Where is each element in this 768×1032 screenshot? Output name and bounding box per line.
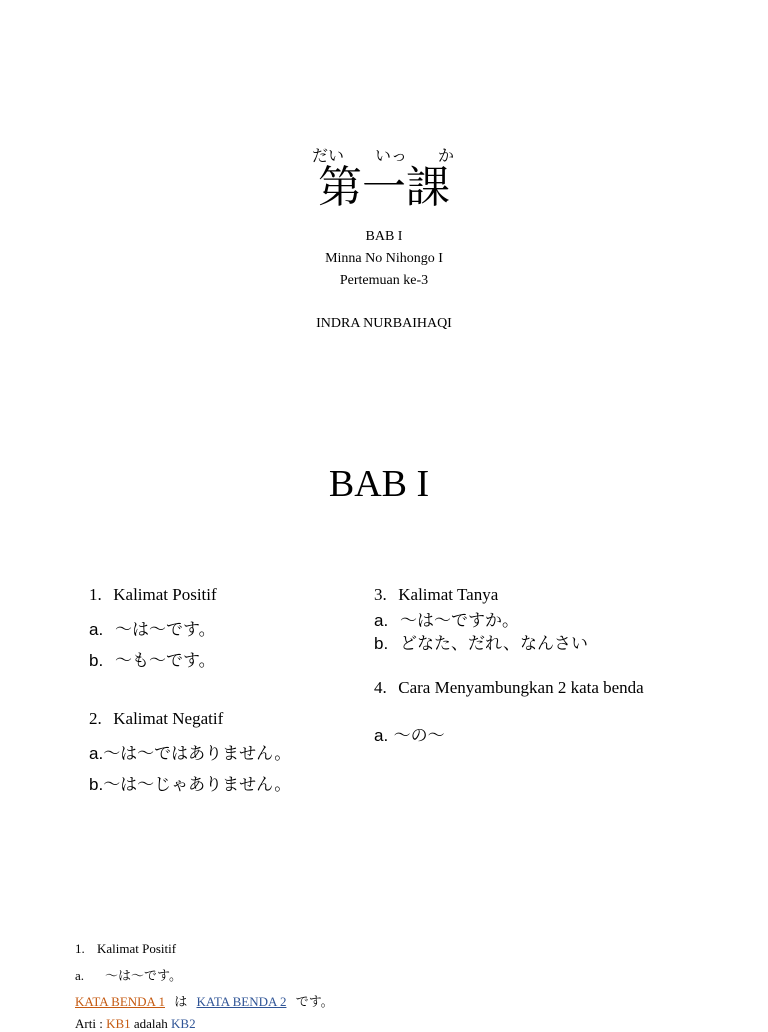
section-title xyxy=(89,709,223,729)
meaning-kb2: KB2 xyxy=(171,1016,196,1031)
section-number: 4. xyxy=(374,678,387,697)
kata-benda-2: KATA BENDA 2 xyxy=(196,994,287,1009)
section-number: 1. xyxy=(75,941,85,956)
bab-label: BAB I xyxy=(365,229,403,244)
item-text: ～は～じゃありません。 xyxy=(103,775,292,795)
meaning-kb1: KB1 xyxy=(106,1016,131,1031)
section-label: Kalimat Positif xyxy=(97,941,177,956)
meaning-label: Arti : xyxy=(75,1016,103,1031)
item-text: ～は～です。 xyxy=(105,969,182,984)
section-title xyxy=(374,678,644,698)
item-text: ～は～ですか。 xyxy=(400,611,519,631)
section-title xyxy=(89,585,217,605)
section-label: Kalimat Positif xyxy=(113,585,217,604)
item-letter: a. xyxy=(75,968,85,983)
copula-desu: です。 xyxy=(295,995,334,1010)
section-number: 2. xyxy=(89,709,102,728)
section-label: Kalimat Tanya xyxy=(398,585,499,604)
item-letter: b. xyxy=(89,651,104,670)
furigana-ic: いっ xyxy=(374,146,407,165)
item-text: ～は～です。 xyxy=(115,620,216,640)
book-title: Minna No Nihongo I xyxy=(325,251,443,266)
pattern-line xyxy=(75,965,182,984)
slide2-heading: BAB I xyxy=(328,463,430,505)
item-text: どなた、だれ、なんさい xyxy=(400,634,589,654)
furigana-ka: か xyxy=(437,146,454,165)
item-text: ～は～ではありません。 xyxy=(103,744,292,764)
kata-benda-1: KATA BENDA 1 xyxy=(75,994,165,1009)
meaning-line xyxy=(75,1016,196,1032)
list-item xyxy=(89,739,291,764)
particle-wa: は xyxy=(174,995,188,1010)
item-letter: b. xyxy=(374,634,389,653)
meaning-mid: adalah xyxy=(133,1016,168,1031)
pattern-formula xyxy=(75,991,334,1010)
list-item xyxy=(374,606,519,631)
item-letter: b. xyxy=(89,775,104,794)
list-item xyxy=(89,646,216,671)
list-item xyxy=(374,629,588,654)
item-letter: a. xyxy=(374,611,389,630)
list-item xyxy=(89,615,216,640)
meeting-label: Pertemuan ke-3 xyxy=(339,273,429,288)
item-letter: a. xyxy=(374,726,389,745)
list-item xyxy=(374,721,445,746)
item-text: ～の～ xyxy=(393,726,445,746)
item-text: ～も～です。 xyxy=(115,651,216,671)
furigana-dai: だい xyxy=(312,146,345,165)
section-title xyxy=(374,585,498,605)
section-label: Kalimat Negatif xyxy=(113,709,224,728)
section-label: Cara Menyambungkan 2 kata benda xyxy=(398,678,644,697)
lesson-kanji-title: 第一課 xyxy=(318,162,450,213)
slide3-heading xyxy=(75,941,176,957)
author-name: INDRA NURBAIHAQI xyxy=(316,316,452,331)
item-letter: a. xyxy=(89,744,104,763)
list-item xyxy=(89,770,291,795)
item-letter: a. xyxy=(89,620,104,639)
section-number: 3. xyxy=(374,585,387,604)
section-number: 1. xyxy=(89,585,102,604)
